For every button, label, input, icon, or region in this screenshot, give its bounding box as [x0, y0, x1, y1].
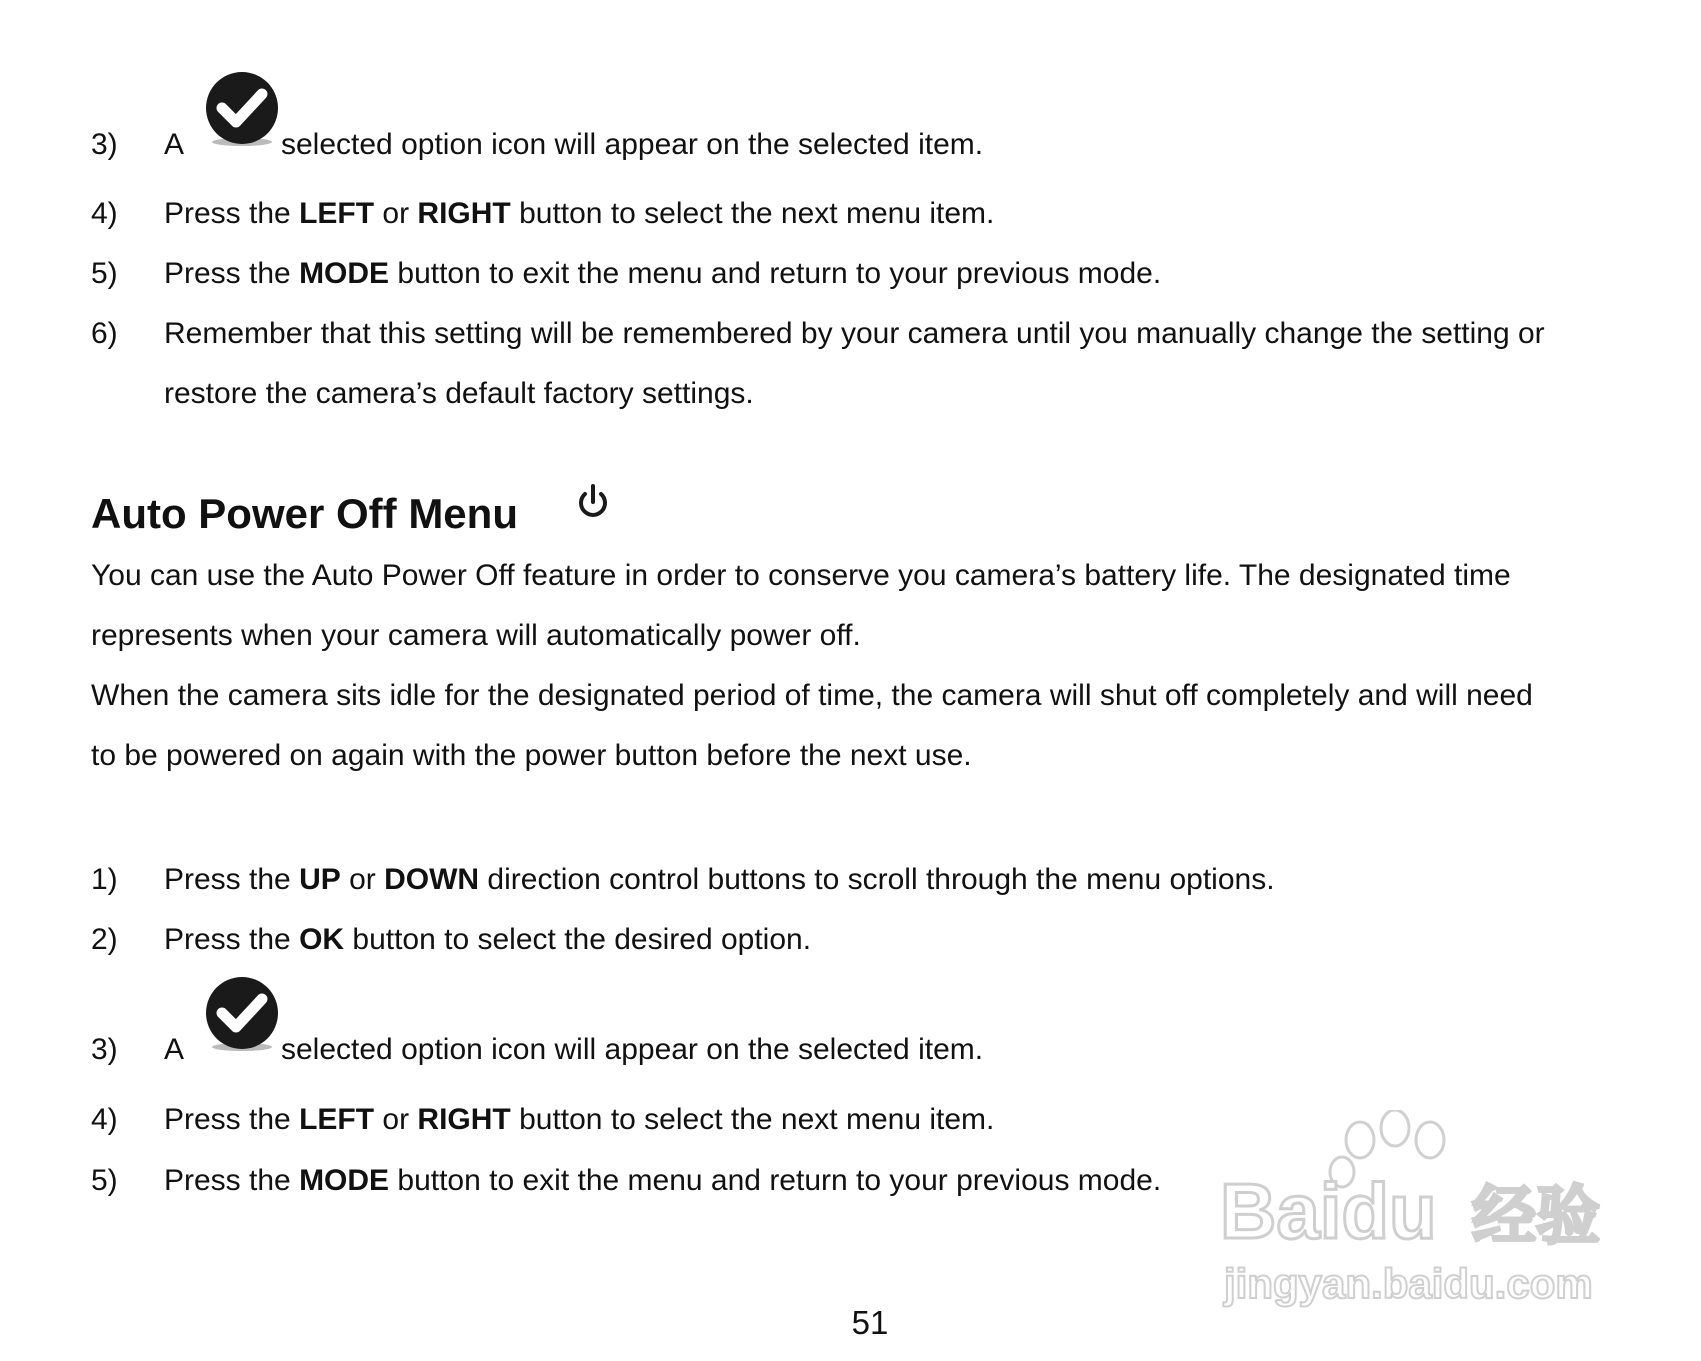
list-number: 3): [91, 1033, 118, 1066]
page-number: 51: [851, 1304, 889, 1341]
list-number: 2): [91, 923, 118, 956]
list-number: 5): [91, 257, 118, 290]
list-item: [91, 115, 1651, 175]
list-number: 6): [91, 317, 118, 350]
watermark-brand: Baidu: [1220, 1167, 1437, 1255]
list-item-continuation: restore the camera’s default factory settings.: [164, 377, 754, 410]
list-text: Press the LEFT or RIGHT button to select the next menu item.: [164, 1103, 995, 1136]
list-number: 3): [91, 128, 118, 161]
power-icon: [574, 482, 612, 522]
list-text: Press the MODE button to exit the menu and return to your previous mode.: [164, 1164, 1162, 1197]
selected-option-check-icon: [204, 977, 280, 1053]
paragraph-line: When the camera sits idle for the designated period of time, the camera will shut off completely and will need: [91, 679, 1533, 712]
list-item: [91, 304, 1651, 364]
watermark-suffix: 经验: [1472, 1180, 1600, 1254]
watermark-url: jingyan.baidu.com: [1224, 1260, 1593, 1307]
list-text-prefix: A: [164, 1033, 185, 1066]
selected-option-check-icon: [204, 72, 280, 148]
list-item: [91, 910, 1651, 970]
baidu-jingyan-watermark: [1210, 1110, 1630, 1310]
paragraph-line: to be powered on again with the power button before the next use.: [91, 739, 972, 772]
list-item: [91, 244, 1651, 304]
list-item: [91, 1020, 1651, 1080]
list-item: [91, 184, 1651, 244]
list-number: 5): [91, 1164, 118, 1197]
section-title: Auto Power Off Menu: [91, 490, 518, 537]
list-text: Press the UP or DOWN direction control buttons to scroll through the menu options.: [164, 863, 1275, 896]
list-text: Press the MODE button to exit the menu and return to your previous mode.: [164, 257, 1162, 290]
list-number: 4): [91, 197, 118, 230]
list-text: selected option icon will appear on the selected item.: [281, 1033, 984, 1066]
list-text: Press the OK button to select the desired option.: [164, 923, 812, 956]
list-text-prefix: A: [164, 128, 185, 161]
list-text: Press the LEFT or RIGHT button to select the next menu item.: [164, 197, 995, 230]
list-text: selected option icon will appear on the selected item.: [281, 128, 984, 161]
paragraph-line: represents when your camera will automatically power off.: [91, 619, 861, 652]
list-text: Remember that this setting will be remembered by your camera until you manually change the setting or: [164, 317, 1545, 350]
paragraph-line: You can use the Auto Power Off feature in order to conserve you camera’s battery life. The designated time: [91, 559, 1511, 592]
list-item: [91, 850, 1651, 910]
list-number: 1): [91, 863, 118, 896]
list-number: 4): [91, 1103, 118, 1136]
